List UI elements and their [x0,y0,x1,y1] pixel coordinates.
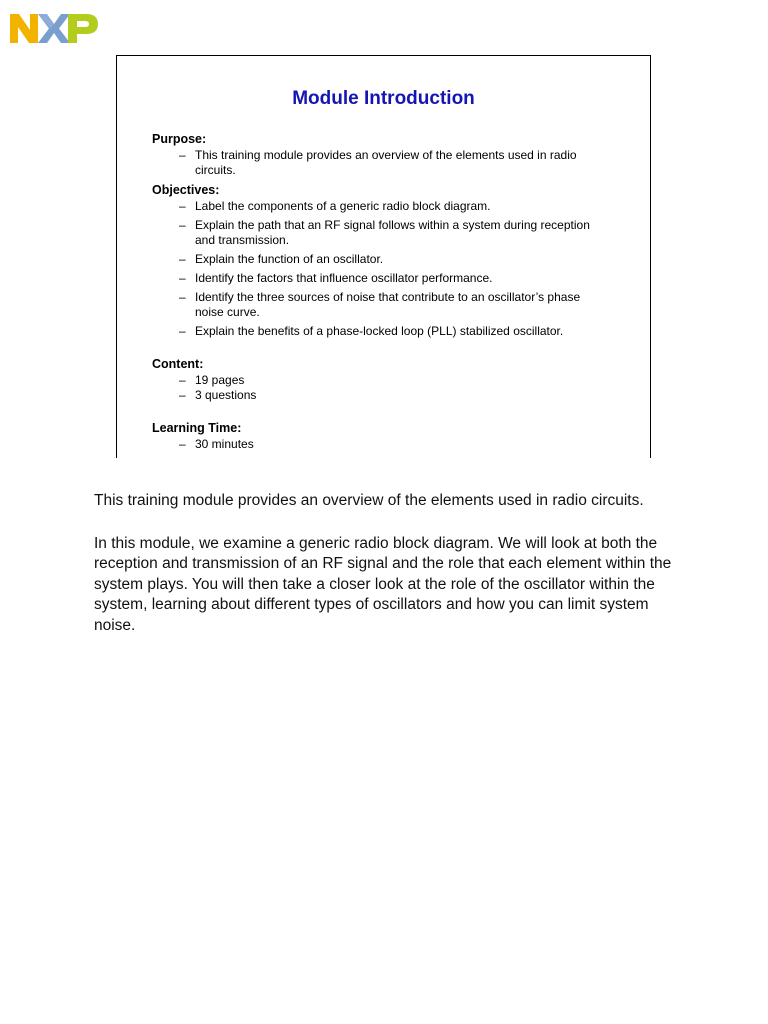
dash-bullet: – [179,199,186,213]
dash-bullet: – [179,271,186,285]
list-item: – Explain the path that an RF signal follows within a system during reception and transmission. [179,218,590,247]
list-item: – 30 minutes [179,437,254,451]
list-item: – Explain the function of an oscillator. [179,252,384,266]
dash-bullet: – [179,290,186,304]
list-item: – 3 questions [179,388,257,402]
dash-bullet: – [179,252,186,266]
dash-bullet: – [179,218,186,232]
section-heading-objectives: Objectives: [152,183,220,197]
notes-text [94,491,679,658]
list-item: – 19 pages [179,373,245,387]
notes-paragraph: In this module, we examine a generic radio block diagram. We will look at both the reception and transmission of an RF signal and the role that each element within the system plays. You will then take a closer look at the role of the oscillator within the system, learning about different types of oscillators and how you can limit system noise. [94,534,672,634]
learning-time-list [152,437,622,452]
list-item: – Identify the three sources of noise that contribute to an oscillator’s phase noise curve. [179,290,581,319]
dash-bullet: – [179,388,186,402]
dash-bullet: – [179,148,186,162]
list-item: – Label the components of a generic radio block diagram. [179,199,491,213]
list-item: – Identify the factors that influence oscillator performance. [179,271,493,285]
section-heading-content: Content: [152,357,204,371]
purpose-list [152,148,622,178]
nxp-logo [8,10,100,46]
content-list [152,373,622,403]
list-item: – This training module provides an overview of the elements used in radio circuits. [179,148,577,177]
dash-bullet: – [179,437,186,451]
slide-title: Module Introduction [292,88,475,109]
dash-bullet: – [179,324,186,338]
slide-body [152,129,622,456]
notes-paragraph: This training module provides an overview of the elements used in radio circuits. [94,492,644,509]
slide-frame [116,55,651,458]
dash-bullet: – [179,373,186,387]
section-heading-learning-time: Learning Time: [152,421,242,435]
section-heading-purpose: Purpose: [152,132,207,146]
list-item: – Explain the benefits of a phase-locked loop (PLL) stabilized oscillator. [179,324,564,338]
objectives-list [152,199,622,339]
